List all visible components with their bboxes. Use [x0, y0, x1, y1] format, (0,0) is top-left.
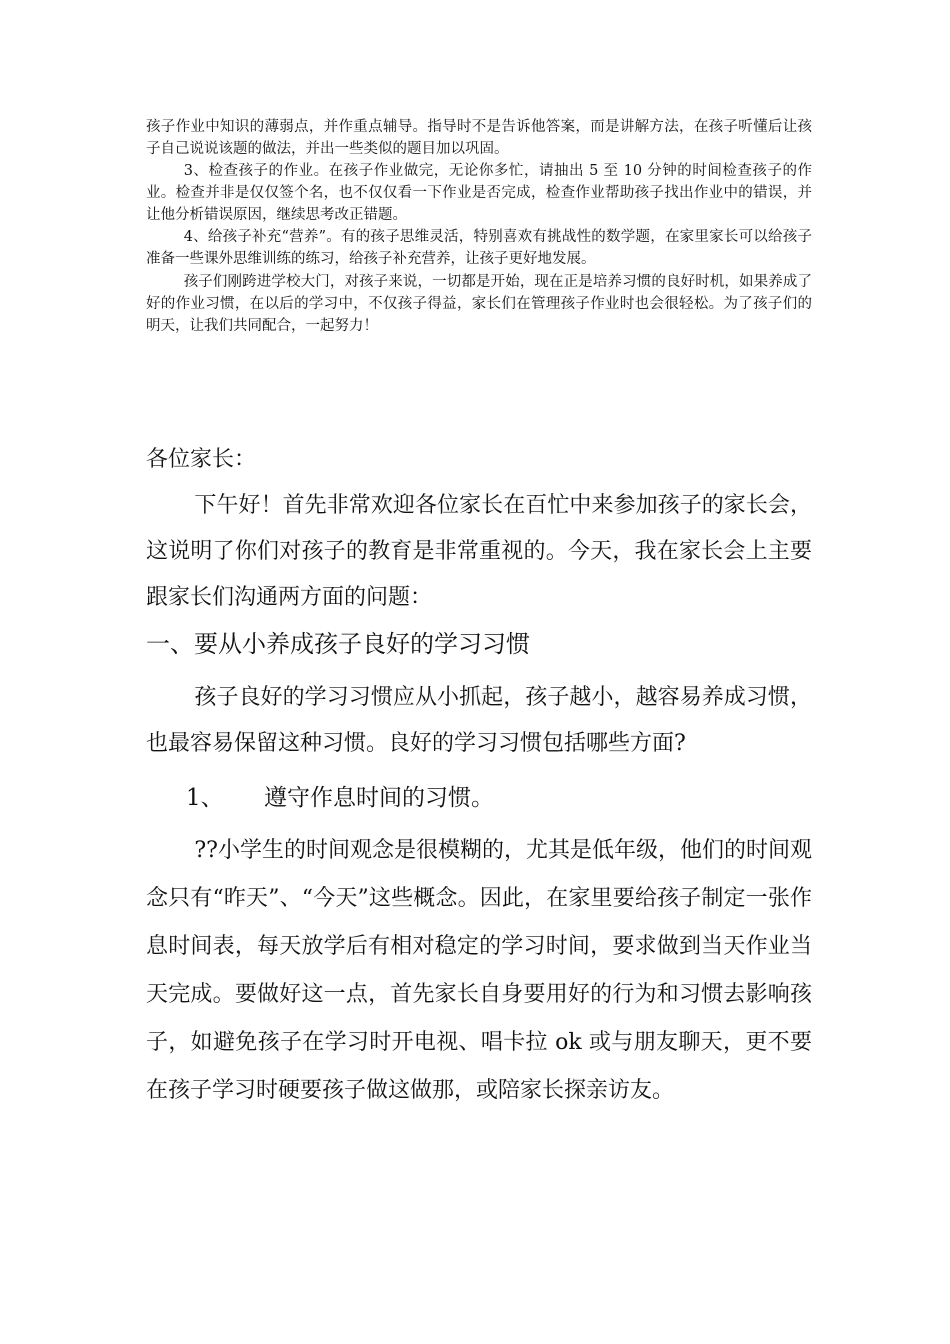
greeting: 各位家长：	[146, 447, 257, 472]
paragraph-schedule: ??小学生的时间观念是很模糊的，尤其是低年级，他们的时间观念只有“昨天”、“今天”这些概念。因此，在家里要给孩子制定一张作息时间表，每天放学后有相对稳定的学习时间，要求做到当天作业当天完成。要做好这一点，首先家长自身要用好的行为和习惯去影响孩子，如避免孩子在学习时开电视、唱卡拉 ok 或与朋友聊天，更不要在孩子学习时硬要孩子做这做那，或陪家长探亲访友。	[146, 838, 812, 1103]
paragraph-closing: 孩子们刚跨进学校大门，对孩子来说，一切都是开始，现在正是培养习惯的良好时机，如果养成了好的作业习惯，在以后的学习中，不仅孩子得益，家长们在管理孩子作业时也会很轻松。为了孩子们的明天，让我们共同配合，一起努力！	[146, 274, 812, 334]
parent-meeting-letter	[146, 437, 812, 1115]
item-number: 1、	[186, 785, 224, 811]
paragraph-check-homework: 3、检查孩子的作业。在孩子作业做完，无论你多忙，请抽出 5 至 10 分钟的时间检查孩子的作业。检查并非是仅仅签个名，也不仅仅看一下作业是否完成，检查作业帮助孩子找出作业中的错误，并让他分析错误原因，继续思考改正错题。	[146, 163, 812, 223]
previous-section-text	[146, 116, 812, 337]
section-heading-1: 一、要从小养成孩子良好的学习习惯	[146, 630, 530, 658]
paragraph-nutrition: 4、给孩子补充“营养”。有的孩子思维灵活，特别喜欢有挑战性的数学题，在家里家长可以给孩子准备一些课外思维训练的练习，给孩子补充营养，让孩子更好地发展。	[146, 229, 812, 267]
item-title: 遵守作息时间的习惯。	[264, 785, 494, 811]
paragraph-habit-intro: 孩子良好的学习习惯应从小抓起，孩子越小，越容易养成习惯，也最容易保留这种习惯。良好的学习习惯包括哪些方面?	[146, 685, 812, 756]
paragraph-intro: 下午好！首先非常欢迎各位家长在百忙中来参加孩子的家长会，这说明了你们对孩子的教育是非常重视的。今天，我在家长会上主要跟家长们沟通两方面的问题：	[146, 493, 812, 610]
numbered-item-1	[146, 775, 812, 821]
paragraph-tutoring: 孩子作业中知识的薄弱点，并作重点辅导。指导时不是告诉他答案，而是讲解方法，在孩子听懂后让孩子自己说说该题的做法，并出一些类似的题目加以巩固。	[146, 119, 812, 157]
